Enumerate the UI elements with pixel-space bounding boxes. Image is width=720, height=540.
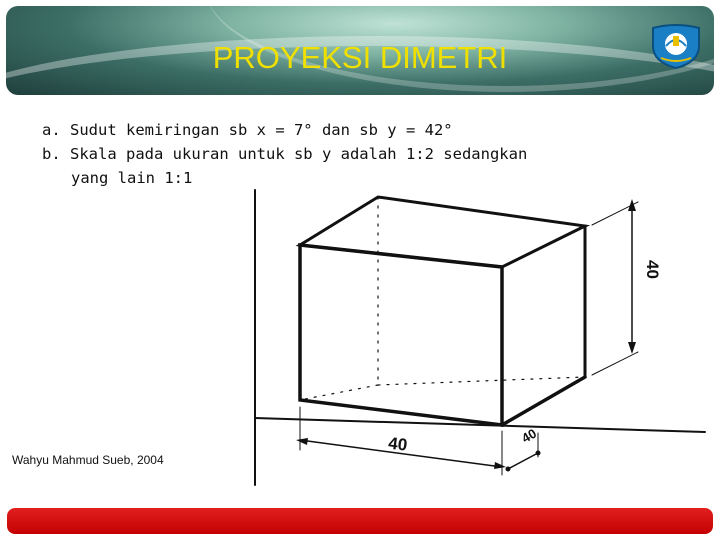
extension-line [592, 352, 638, 375]
list-item-continuation: yang lain 1:1 [71, 169, 193, 187]
author-credit: Wahyu Mahmud Sueb, 2004 [12, 453, 164, 467]
width-dimension-label: 40 [387, 433, 409, 455]
depth-dimension-label: 40 [518, 425, 539, 446]
title-banner [6, 6, 714, 95]
cube-bottom-right-edge [502, 377, 585, 425]
slide-body [42, 118, 527, 190]
horizontal-reference-line [255, 418, 705, 432]
slide-title: PROYEKSI DIMETRI [212, 40, 508, 75]
dimetric-cube-drawing [240, 185, 710, 490]
arrowhead [494, 462, 506, 469]
hidden-edge [300, 385, 378, 400]
cube-front-face [300, 245, 502, 425]
list-item-text: Sudut kemiringan sb x = 7° dan sb y = 42° [70, 121, 453, 139]
depth-dimension-line [508, 453, 538, 469]
arrowhead [296, 438, 308, 445]
cube-top-face [300, 197, 585, 267]
height-dimension-label: 40 [643, 260, 662, 279]
list-marker: b. [42, 145, 61, 163]
list-item [42, 118, 527, 142]
list-item-text: Skala pada ukuran untuk sb y adalah 1:2 sedangkan [70, 145, 528, 163]
list-item [42, 142, 527, 166]
list-marker: a. [42, 121, 61, 139]
dot-terminator [536, 451, 541, 456]
footer-bar [7, 508, 713, 534]
dot-terminator [506, 467, 511, 472]
arrowhead [628, 199, 636, 211]
institution-logo-icon [649, 24, 703, 70]
arrowhead [628, 342, 636, 354]
hidden-edge [378, 377, 585, 385]
